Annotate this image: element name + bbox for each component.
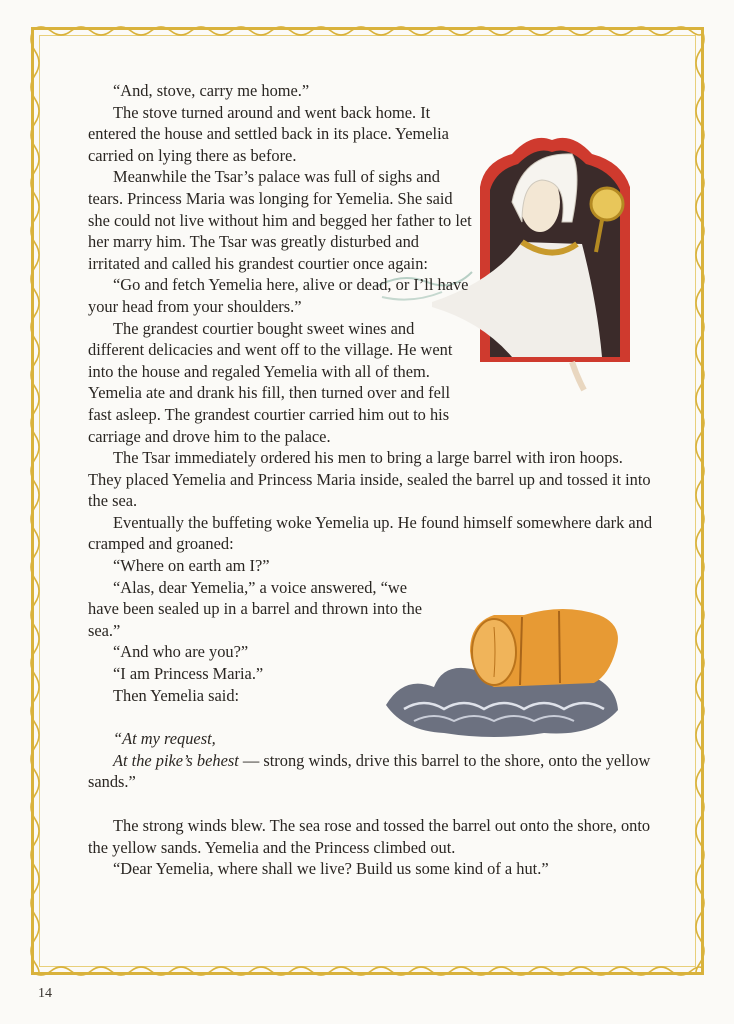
paragraph: “Go and fetch Yemelia here, alive or dead, or I’ll have your head from your shoulders.” bbox=[88, 275, 469, 316]
paragraph: “Alas, dear Yemelia,” a voice answered, “we have been sealed up in a barrel and thrown into the sea.” bbox=[88, 577, 423, 640]
paragraph: “I am Princess Maria.” bbox=[113, 664, 264, 684]
paragraph: “Dear Yemelia, where shall we live? Build us some kind of a hut.” bbox=[113, 859, 549, 879]
border-ornament-right bbox=[691, 27, 709, 975]
paragraph: The Tsar immediately ordered his men to bring a large barrel with iron hoops. They placed Yemelia and Princess Maria inside, sealed the barrel up and tossed it into the sea. bbox=[88, 448, 651, 511]
paragraph: Eventually the buffeting woke Yemelia up. He found himself somewhere dark and cramped and groaned: bbox=[88, 512, 653, 554]
paragraph: The strong winds blew. The sea rose and tossed the barrel out onto the shore, onto the yellow sands. Yemelia and the Princess climbed out. bbox=[88, 816, 651, 857]
border-ornament-left bbox=[26, 27, 44, 975]
paragraph: Then Yemelia said: bbox=[113, 685, 240, 705]
paragraph: The grandest courtier bought sweet wines and different delicacies and went off to the village. He went into the house and regaled Yemelia with all of them. Yemelia ate and drank his fill, then turned over and fell fast asleep. The grandest courtier carried him out to his carriage and drove him to the palace. bbox=[88, 318, 453, 446]
paragraph: The stove turned around and went back home. It entered the house and settled back in its place. Yemelia carried on lying there as before. bbox=[88, 102, 449, 165]
paragraph: “And who are you?” bbox=[113, 642, 249, 662]
paragraph: “And, stove, carry me home.” bbox=[113, 81, 310, 100]
incantation-line-1: “At my request, bbox=[113, 729, 216, 749]
border-ornament-bottom bbox=[31, 962, 704, 980]
illustration-space bbox=[442, 589, 682, 709]
page-number: 14 bbox=[38, 986, 52, 1001]
incantation-line-2: At the pike’s behest — strong winds, drive this barrel to the shore, onto the yellow sands.” bbox=[88, 750, 651, 792]
border-ornament-top bbox=[31, 22, 704, 40]
illustration-space bbox=[484, 132, 680, 412]
paragraph: Meanwhile the Tsar’s palace was full of sighs and tears. Princess Maria was longing for Yemelia. She said she could not live without him and begged her father to let her marry him. The Tsar was greatly disturbed and irritated and called his grandest courtier once again: bbox=[88, 167, 472, 273]
paragraph: “Where on earth am I?” bbox=[113, 556, 270, 576]
story-text bbox=[88, 80, 658, 880]
